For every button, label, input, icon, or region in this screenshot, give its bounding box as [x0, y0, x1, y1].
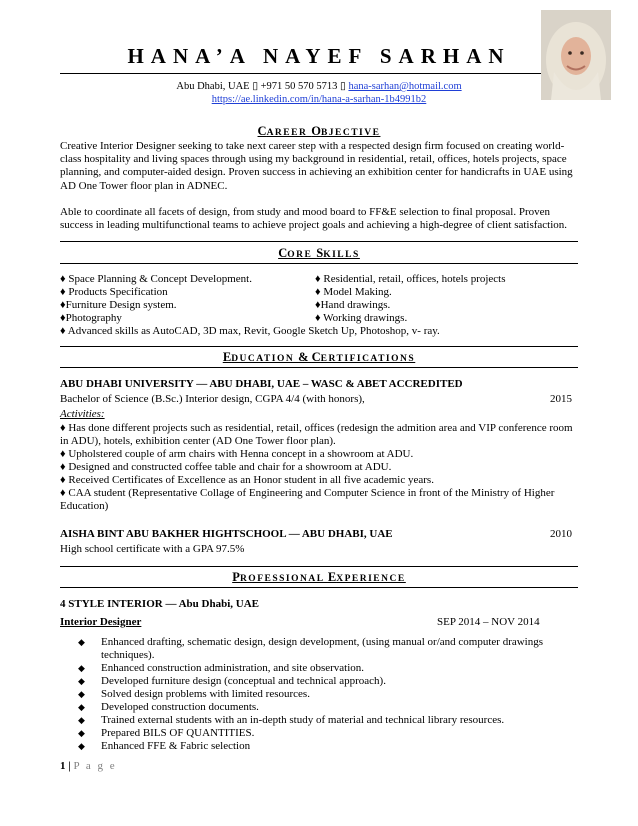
activity-line: in ADU), hotels, exhibition center (AD One Tower floor plan). — [60, 435, 336, 447]
degree-year: 2015 — [550, 393, 572, 405]
career-objective-para-2: Able to coordinate all facets of design, from study and mood board to FF&E selection to final proposal. Proven success in leading multifunctional teams to achieve project goals and achieving a high-degree of client satisfaction. — [60, 206, 568, 232]
job-role: Interior Designer — [60, 616, 142, 628]
skill-item: ♦Hand drawings. — [315, 299, 391, 311]
university-name: ABU DHABI UNIVERSITY — ABU DHABI, UAE – WASC & ABET ACCREDITED — [60, 378, 463, 390]
section-rule — [60, 367, 578, 368]
duty-item: ◆ Prepared BILS OF QUANTITIES. — [78, 727, 548, 740]
page-word: P a g e — [73, 760, 117, 772]
school-year: 2010 — [550, 528, 572, 540]
career-objective-para-1: Creative Interior Designer seeking to take next career step with a respected design firm focused on creating world-class hospitality and living spaces through using my background in residential, retail, offices, hotels projects, space planning, and computer-aided design. Proven success in achieving an exhibition center for handicrafts in UAE using AD One Tower floor plan in ADNEC. — [60, 140, 573, 192]
activity-line: ♦ Upholstered couple of arm chairs with Henna concept in a showroom at ADU. — [60, 448, 414, 460]
skill-item: ♦Photography — [60, 312, 122, 324]
activity-line: ♦ Received Certificates of Excellence as an Honor student in all five academic years. — [60, 474, 434, 486]
duty-item: ◆ Developed construction documents. — [78, 701, 548, 714]
school-name: AISHA BINT ABU BAKHER HIGHTSCHOOL — ABU DHABI, UAE — [60, 528, 393, 540]
duty-item: ◆ Developed furniture design (conceptual and technical approach). — [78, 675, 548, 688]
activity-line: ♦ Designed and constructed coffee table and chair for a showroom at ADU. — [60, 461, 392, 473]
email-link[interactable]: hana-sarhan@hotmail.com — [348, 81, 462, 92]
profile-photo — [541, 10, 611, 100]
duty-item: ◆ Enhanced drafting, schematic design, design development, (using manual or/and computer drawings techniques). — [78, 636, 548, 662]
duty-item: ◆ Solved design problems with limited resources. — [78, 688, 548, 701]
header-rule — [60, 73, 578, 74]
page-number: 1 | — [60, 760, 74, 772]
contact-location-phone: Abu Dhabi, UAE ▯ +971 50 570 5713 ▯ — [176, 81, 349, 92]
activities-label: Activities: — [60, 408, 105, 420]
experience-heading: PROFESSIONAL EXPERIENCE — [232, 570, 406, 584]
skill-item: ♦ Model Making. — [315, 286, 392, 298]
skill-item-full: ♦ Advanced skills as AutoCAD, 3D max, Revit, Google Sketch Up, Photoshop, v- ray. — [60, 325, 440, 337]
skill-item: ♦ Working drawings. — [315, 312, 408, 324]
duty-item: ◆ Enhanced FFE & Fabric selection — [78, 740, 548, 753]
section-rule — [60, 566, 578, 567]
skill-item: ♦ Space Planning & Concept Development. — [60, 273, 252, 285]
career-objective-heading: CAREER OBJECTIVE — [257, 124, 381, 138]
section-rule — [60, 346, 578, 347]
page-footer — [60, 760, 117, 772]
section-rule — [60, 241, 578, 242]
skill-item: ♦ Residential, retail, offices, hotels projects — [315, 273, 506, 285]
company-name: 4 STYLE INTERIOR — Abu Dhabi, UAE — [60, 598, 259, 610]
activity-line: ♦ Has done different projects such as residential, retail, offices (redesign the admition area and VIP conference room — [60, 422, 573, 434]
school-detail: High school certificate with a GPA 97.5% — [60, 543, 245, 555]
resume-name: HANA’A NAYEF SARHAN — [127, 44, 511, 68]
skills-right-column — [315, 273, 506, 325]
linkedin-link[interactable]: https://ae.linkedin.com/in/hana-a-sarhan-1b4991b2 — [211, 94, 427, 105]
job-dates: SEP 2014 – NOV 2014 — [437, 616, 540, 628]
activity-line: ♦ CAA student (Representative Collage of Engineering and Computer Science in front of the Ministry of Higher — [60, 487, 555, 499]
section-rule — [60, 587, 578, 588]
core-skills-heading: CORE SKILLS — [278, 246, 360, 260]
skill-item: ♦Furniture Design system. — [60, 299, 177, 311]
degree-detail: Bachelor of Science (B.Sc.) Interior design, CGPA 4/4 (with honors), — [60, 393, 365, 405]
skill-item: ♦ Products Specification — [60, 286, 168, 298]
duty-item: ◆ Trained external students with an in-depth study of material and technical library resources. — [78, 714, 548, 727]
activities-list — [60, 422, 573, 513]
activity-line: Education) — [60, 500, 109, 512]
duties-list — [78, 636, 548, 753]
education-heading: EDUCATION & CERTIFICATIONS — [222, 350, 416, 364]
section-rule — [60, 263, 578, 264]
duty-item: ◆ Enhanced construction administration, and site observation. — [78, 662, 548, 675]
